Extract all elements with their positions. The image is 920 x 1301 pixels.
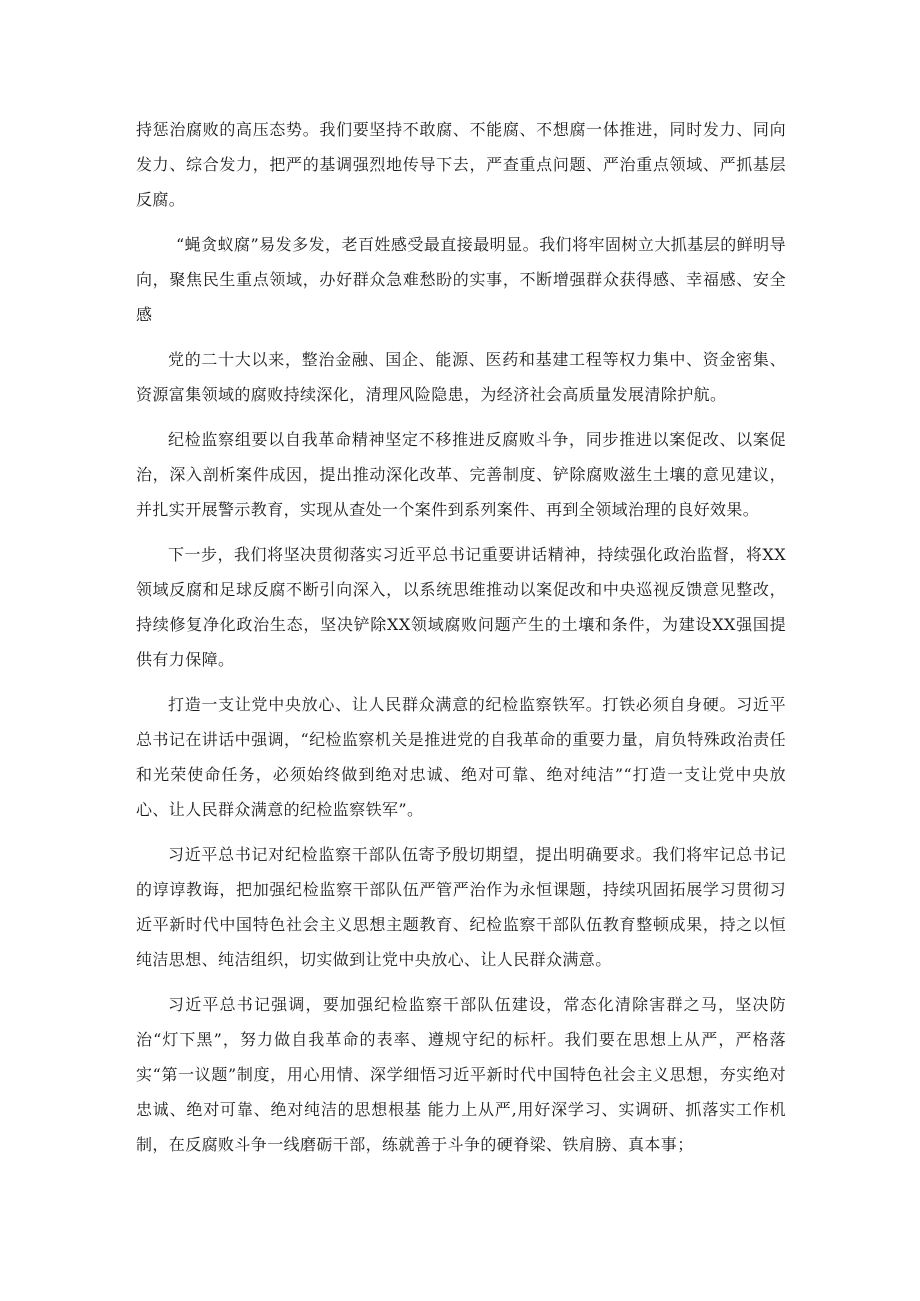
paragraph-6: 打造一支让党中央放心、让人民群众满意的纪检监察铁军。打铁必须自身硬。习近平总书记在讲话中强调，“纪检监察机关是推进党的自我革命的重要力量，肩负特殊政治责任和光荣使命任务，必须始终做到绝对忠诚、绝对可靠、绝对纯洁”“打造一支让党中央放心、让人民群众满意的纪检监察铁军”。 xyxy=(136,695,786,819)
paragraph-7: 习近平总书记对纪检监察干部队伍寄予殷切期望，提出明确要求。我们将牢记总书记的谆谆教诲，把加强纪检监察干部队伍严管严治作为永恒课题，持续巩固拓展学习贯彻习近平新时代中国特色社会主义思想主题教育、纪检监察干部队伍教育整顿成果，持之以恒纯洁思想、纯洁组织，切实做到让党中央放心、让人民群众满意。 xyxy=(136,845,786,969)
paragraph-5: 下一步，我们将坚决贯彻落实习近平总书记重要讲话精神，持续强化政治监督，将XX领域反腐和足球反腐不断引向深入，以系统思维推动以案促改和中央巡视反馈意见整改，持续修复净化政治生态，坚决铲除XX领域腐败问题产生的土壤和条件，为建设XX强国提供有力保障。 xyxy=(136,545,786,669)
paragraph-4: 纪检监察组要以自我革命精神坚定不移推进反腐败斗争，同步推进以案促改、以案促治，深入剖析案件成因，提出推动深化改革、完善制度、铲除腐败滋生土壤的意见建议，并扎实开展警示教育，实现从查处一个案件到系列案件、再到全领域治理的良好效果。 xyxy=(136,430,786,519)
document-body xyxy=(136,112,786,1172)
paragraph-1: 持惩治腐败的高压态势。我们要坚持不敢腐、不能腐、不想腐一体推进，同时发力、同向发力、综合发力，把严的基调强烈地传导下去，严查重点问题、严治重点领域、严抓基层反腐。 xyxy=(136,120,786,209)
paragraph-8: 习近平总书记强调，要加强纪检监察干部队伍建设，常态化清除害群之马，坚决防治“灯下黑”，努力做自我革命的表率、遵规守纪的标杆。我们要在思想上从严，严格落实“第一议题”制度，用心用情、深学细悟习近平新时代中国特色社会主义思想，夯实绝对忠诚、绝对可靠、绝对纯洁的思想根基 能力上从严,用好深学习、实调研、抓落实工作机制，在反腐败斗争一线磨砺干部，练就善于斗争的硬脊梁、铁肩膀、真本事； xyxy=(136,995,786,1154)
paragraph-2: “蝇贪蚁腐”易发多发，老百姓感受最直接最明显。我们将牢固树立大抓基层的鲜明导向，聚焦民生重点领域，办好群众急难愁盼的实事，不断增强群众获得感、幸福感、安全感 xyxy=(136,235,786,324)
paragraph-3: 党的二十大以来，整治金融、国企、能源、医药和基建工程等权力集中、资金密集、资源富集领域的腐败持续深化，清理风险隐患，为经济社会高质量发展清除护航。 xyxy=(136,350,786,404)
